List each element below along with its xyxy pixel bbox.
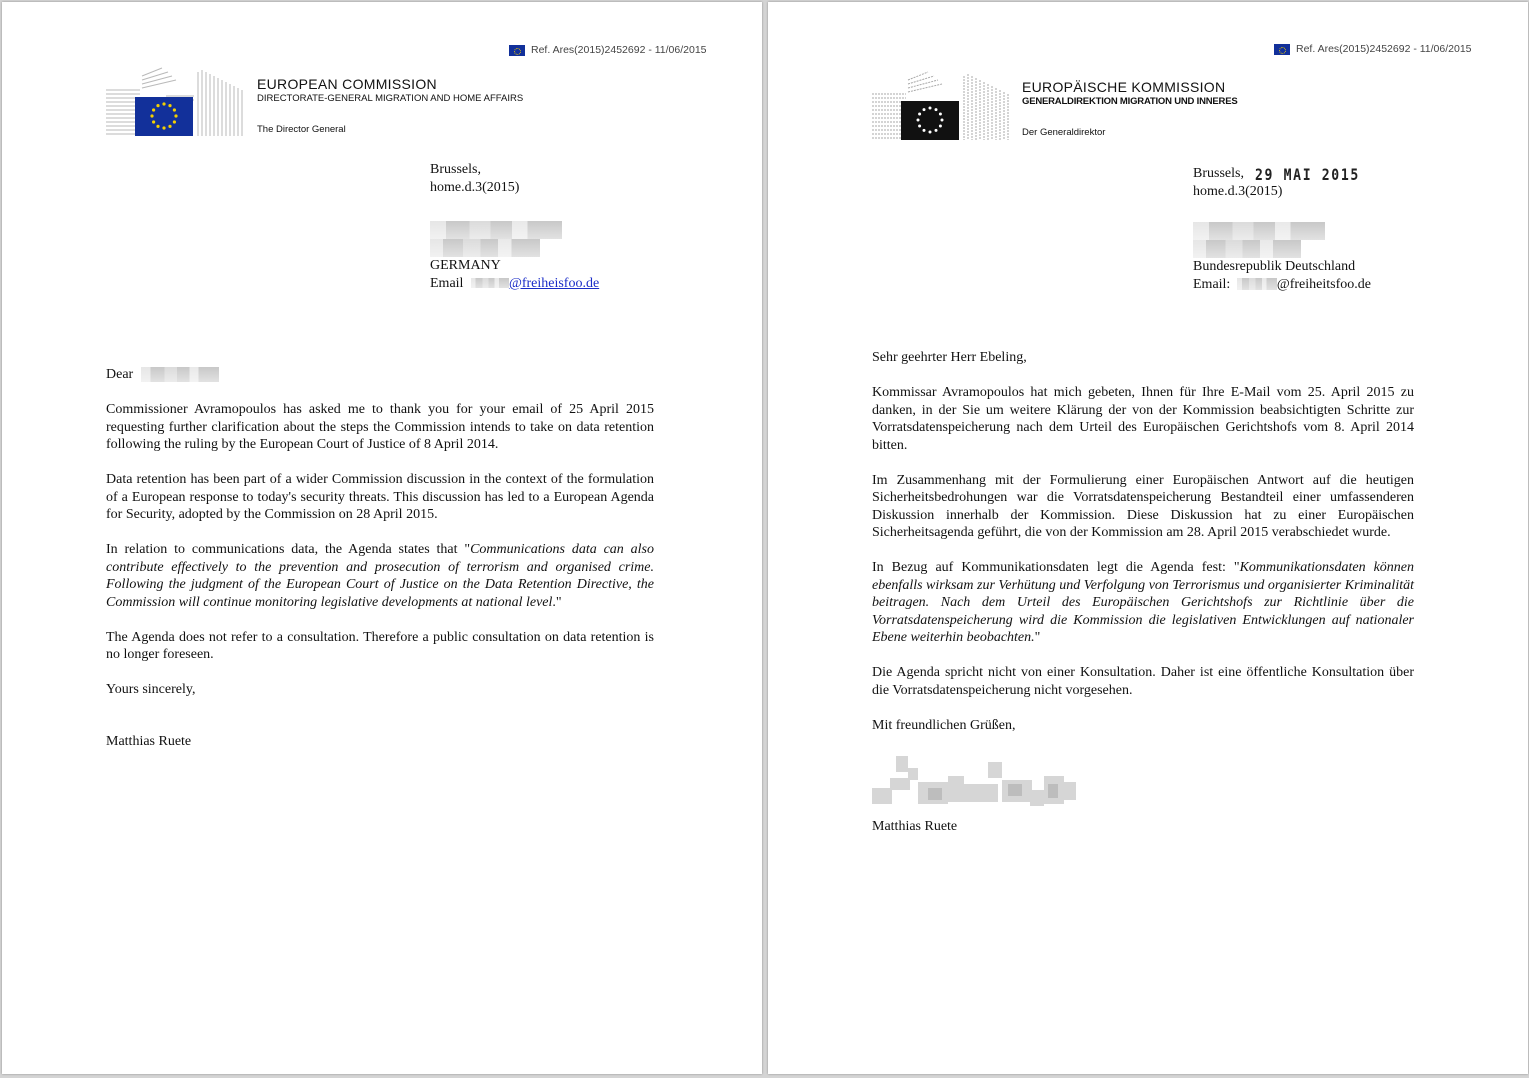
address-block xyxy=(430,161,599,292)
eu-flag-icon xyxy=(1274,44,1290,55)
closing: Yours sincerely, xyxy=(106,682,196,697)
email-domain: @freiheitsfoo.de xyxy=(1276,276,1371,292)
letterhead xyxy=(257,76,523,135)
signatory-block xyxy=(872,818,957,836)
redacted-recipient-name xyxy=(1193,222,1383,240)
paragraph-3-intro: In Bezug auf Kommunikationsdaten legt die Agenda fest: " xyxy=(872,560,1240,575)
salutation: Sehr geehrter Herr Ebeling, xyxy=(872,350,1027,365)
european-commission-logo-icon xyxy=(106,66,246,138)
letter-body xyxy=(106,366,654,751)
paragraph-2: Data retention has been part of a wider Commission discussion in the context of the formulation of a European response to today's security threats. This discussion has led to a European Agenda for Security, adopted by the Commission on 28 April 2015. xyxy=(106,472,654,522)
place: Brussels, xyxy=(430,162,481,177)
salutation xyxy=(106,366,654,384)
reference-line xyxy=(1274,43,1472,55)
organisation-name: EUROPEAN COMMISSION xyxy=(257,76,437,92)
directorate-general: DIRECTORATE-GENERAL MIGRATION AND HOME AFFAIRS xyxy=(257,93,524,104)
address-block xyxy=(1193,163,1383,293)
place-and-date xyxy=(1193,163,1383,183)
directorate-general: GENERALDIREKTION MIGRATION UND INNERES xyxy=(1022,96,1238,107)
paragraph-1: Kommissar Avramopoulos hat mich gebeten, Ihnen für Ihre E-Mail vom 25. April 2015 zu danken, in der Sie um weitere Klärung der von der Kommission beabsichtigten Schritte zur Vorratsdatenspeicherung nach dem Urteil des Europäischen Gerichtshofs vom 8. April 2014 bitten. xyxy=(872,385,1414,453)
paragraph-4: The Agenda does not refer to a consultation. Therefore a public consultation on data retention is no longer foreseen. xyxy=(106,629,654,662)
file-reference: home.d.3(2015) xyxy=(1193,183,1283,199)
paragraph-3 xyxy=(872,559,1414,647)
paragraph-2: Im Zusammenhang mit der Formulierung einer Europäischen Antwort auf die heutigen Sicherheitsbedrohungen war die Vorratsdatenspeicherung Bestandteil einer umfassenderen Diskussion innerhalb der Kommission. Diese Diskussion hat zu einer Europäischen Sicherheitsagenda geführt, die von der Kommission am 28. April 2015 verabschiedet wurde. xyxy=(872,472,1414,540)
paragraph-3-quote: Communications data can also contribute effectively to the prevention and prosecution of terrorism and organised crime. Following the judgment of the European Court of Justice on the Data Retention Directive, the Commission will continue monitoring legislative developments at national level xyxy=(106,542,654,610)
eu-flag-icon xyxy=(509,45,525,56)
email-label: Email xyxy=(430,275,464,291)
letter-page-english xyxy=(2,2,762,1074)
email-link[interactable]: @freiheisfoo.de xyxy=(508,275,600,291)
letter-page-german xyxy=(768,2,1528,1074)
letterhead xyxy=(1022,79,1237,138)
file-reference: home.d.3(2015) xyxy=(430,179,520,195)
sender-role: The Director General xyxy=(257,124,346,135)
signatory: Matthias Ruete xyxy=(106,734,192,749)
recipient-country: Bundesrepublik Deutschland xyxy=(1193,259,1356,274)
redacted-email-user xyxy=(1237,278,1277,290)
email-label: Email: xyxy=(1193,276,1231,292)
redacted-signature-icon xyxy=(868,754,1080,812)
organisation-name: EUROPÄISCHE KOMMISSION xyxy=(1022,79,1226,95)
paragraph-3-end: " xyxy=(1034,630,1041,645)
paragraph-4: Die Agenda spricht nicht von einer Konsultation. Daher ist eine öffentliche Konsultation über die Vorratsdatenspeicherung nicht vorgesehen. xyxy=(872,665,1414,698)
place: Brussels, xyxy=(1193,166,1244,181)
paragraph-1: Commissioner Avramopoulos has asked me to thank you for your email of 25 April 2015 requesting further clarification about the steps the Commission intends to take on data retention following the ruling by the European Court of Justice of 8 April 2014. xyxy=(106,402,654,452)
european-commission-logo-icon xyxy=(872,70,1012,142)
paragraph-3-intro: In relation to communications data, the Agenda states that " xyxy=(106,542,471,557)
reference-line xyxy=(509,44,707,56)
recipient-country: GERMANY xyxy=(430,258,501,273)
redacted-recipient-name xyxy=(430,221,599,239)
redacted-email-user xyxy=(471,278,509,288)
date-stamp: 29 MAI 2015 xyxy=(1255,165,1361,184)
redacted-recipient-address xyxy=(1193,240,1383,258)
paragraph-3 xyxy=(106,541,654,611)
redacted-recipient-address xyxy=(430,239,599,257)
paragraph-3-end: ." xyxy=(552,594,562,610)
reference-number: Ref. Ares(2015)2452692 - 11/06/2015 xyxy=(1296,43,1472,55)
salutation-text: Dear xyxy=(106,367,134,382)
signatory: Matthias Ruete xyxy=(872,819,958,834)
sender-role: Der Generaldirektor xyxy=(1022,127,1106,138)
recipient-email xyxy=(1193,276,1383,294)
closing: Mit freundlichen Grüßen, xyxy=(872,717,1016,733)
letter-body xyxy=(872,349,1414,752)
recipient-email xyxy=(430,275,599,293)
paragraph-3-quote: Kommunikationsdaten können ebenfalls wirksam zur Verhütung und Verfolgung von Terrorismus und organisierter Kriminalität beitragen. Nach dem Urteil des Europäischen Gerichtshofs zur Richtlinie über die Vorratsdatenspeicherung wird die Kommission die legislativen Entwicklungen auf nationaler Ebene weiterhin beobachten. xyxy=(872,560,1415,645)
redacted-name xyxy=(141,367,219,382)
reference-number: Ref. Ares(2015)2452692 - 11/06/2015 xyxy=(531,44,707,56)
